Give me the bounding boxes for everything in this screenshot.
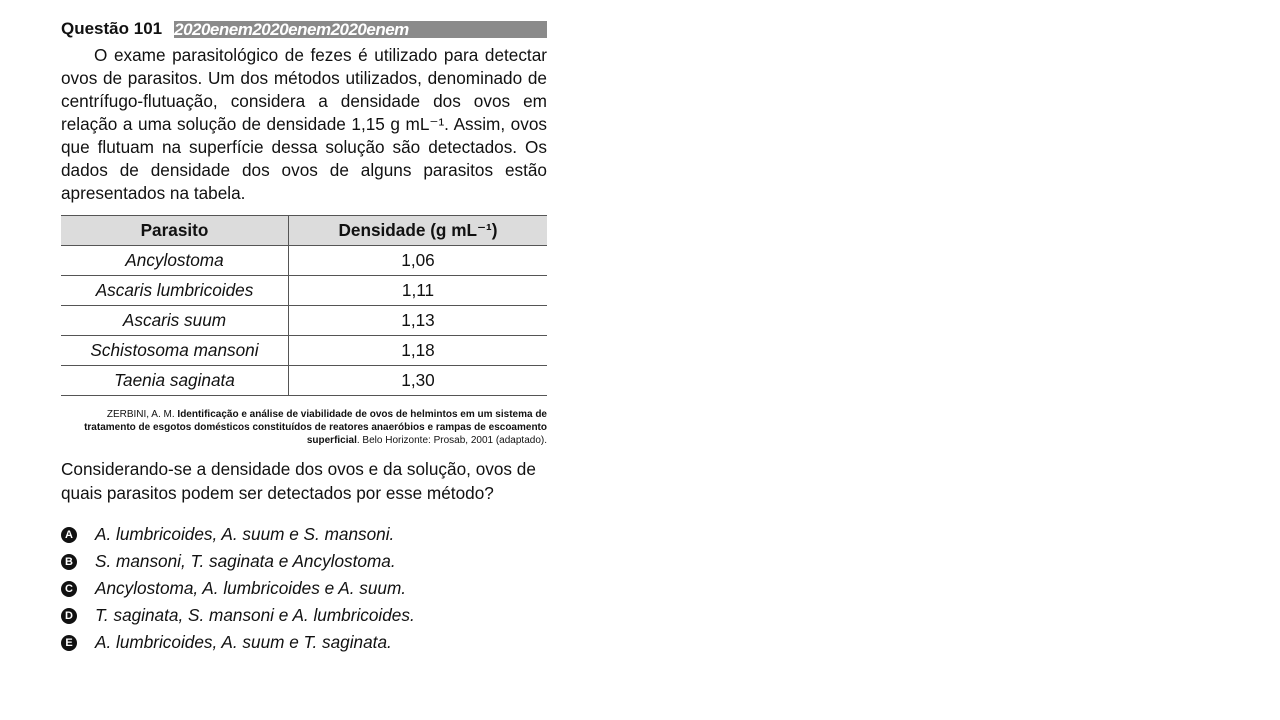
option-text: S. mansoni, T. saginata e Ancylostoma.: [95, 551, 396, 571]
parasite-cell: Ascaris suum: [61, 306, 289, 336]
option-text: T. saginata, S. mansoni e A. lumbricoides.: [95, 605, 415, 625]
parasite-cell: Ancylostoma: [61, 246, 289, 276]
question-header: [61, 14, 547, 44]
table-row: [61, 366, 547, 396]
option-text: A. lumbricoides, A. suum e T. saginata.: [95, 632, 392, 652]
density-cell: 1,18: [289, 336, 548, 366]
option-e[interactable]: [61, 629, 547, 656]
option-letter-badge: C: [61, 581, 77, 597]
option-b[interactable]: [61, 548, 547, 575]
question-title: Questão 101: [61, 19, 163, 38]
density-table: [61, 215, 547, 396]
parasite-cell: Schistosoma mansoni: [61, 336, 289, 366]
option-c[interactable]: [61, 575, 547, 602]
option-letter-badge: A: [61, 527, 77, 543]
header-density: Densidade (g mL⁻¹): [289, 216, 548, 246]
source-citation: [61, 408, 547, 447]
option-letter-badge: B: [61, 554, 77, 570]
citation-author: ZERBINI, A. M.: [106, 409, 175, 420]
option-a[interactable]: [61, 521, 547, 548]
option-letter-badge: D: [61, 608, 77, 624]
density-cell: 1,11: [289, 276, 548, 306]
enem-banner: 2020enem2020enem2020enem: [174, 21, 547, 38]
option-text: A. lumbricoides, A. suum e S. mansoni.: [95, 524, 395, 544]
citation-title: Identificação e análise de viabilidade de ovos de helmintos em um sistema de tratamento de esgotos domésticos constituídos de reatores anaeróbios e rampas de escoamento superficial: [84, 409, 547, 446]
option-text: Ancylostoma, A. lumbricoides e A. suum.: [95, 578, 407, 598]
table-row: [61, 246, 547, 276]
question-paragraph: O exame parasitológico de fezes é utilizado para detectar ovos de parasitos. Um dos métodos utilizados, denominado de centrífugo-flutuação, considera a densidade dos ovos em relação a uma solução de densidade 1,15 g mL⁻¹. Assim, ovos que flutuam na superfície dessa solução são detectados. Os dados de densidade dos ovos de alguns parasitos estão apresentados na tabela.: [61, 45, 547, 203]
density-cell: 1,06: [289, 246, 548, 276]
option-d[interactable]: [61, 602, 547, 629]
table-row: [61, 336, 547, 366]
parasite-cell: Taenia saginata: [61, 366, 289, 396]
citation-rest: . Belo Horizonte: Prosab, 2001 (adaptado).: [356, 435, 547, 446]
answer-options: [61, 521, 547, 656]
question-prompt: Considerando-se a densidade dos ovos e da solução, ovos de quais parasitos podem ser detectados por esse método?: [61, 459, 536, 503]
question-page: [61, 14, 547, 656]
table-row: [61, 306, 547, 336]
table-row: [61, 276, 547, 306]
table-header-row: [61, 216, 547, 246]
density-cell: 1,13: [289, 306, 548, 336]
header-parasite: Parasito: [61, 216, 289, 246]
density-cell: 1,30: [289, 366, 548, 396]
option-letter-badge: E: [61, 635, 77, 651]
parasite-cell: Ascaris lumbricoides: [61, 276, 289, 306]
